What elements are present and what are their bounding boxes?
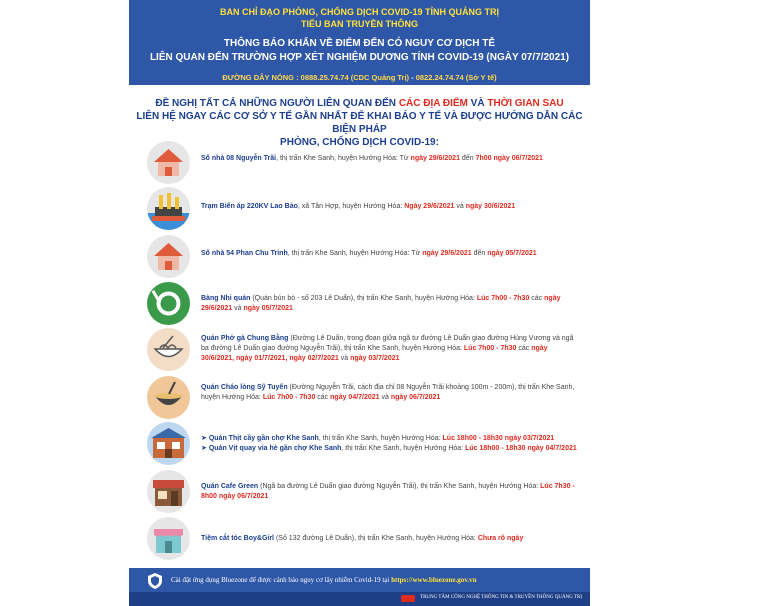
- footer-line: [171, 576, 476, 584]
- item-connector: các: [516, 345, 532, 352]
- bullet-icon: ➤: [201, 435, 207, 442]
- item-name: Quán Cafe Green: [201, 483, 259, 490]
- location-item: [147, 328, 577, 374]
- house-icon: [147, 141, 190, 184]
- item-time: Lúc 18h00 - 18h30 ngày 03/7/2021: [442, 435, 555, 442]
- market-icon: [147, 422, 190, 465]
- location-item: [147, 422, 577, 468]
- item-connector: và: [232, 305, 244, 312]
- porridge-bowl-icon: [147, 376, 190, 419]
- item-time: ngày 04/7/2021: [330, 394, 380, 401]
- item-address: (Quán bún bò - số 203 Lê Duẩn), thị trấn Khe Sanh, huyện Hướng Hóa:: [250, 295, 477, 302]
- item-name: Trạm Biến áp 220KV Lao Bảo: [201, 203, 298, 210]
- title-line-1: THÔNG BÁO KHẨN VỀ ĐIỂM ĐẾN CÓ NGUY CƠ DỊCH TỄ: [223, 38, 496, 49]
- item-time: ngày 06/7/2021: [390, 394, 441, 401]
- house-icon: [147, 235, 190, 278]
- footer-bottom-bar: [129, 592, 590, 606]
- item-time: 7h00 ngày 06/7/2021: [475, 155, 543, 162]
- bullet-icon: ➤: [201, 445, 207, 452]
- location-item: [147, 141, 577, 187]
- center-logo-icon: [401, 595, 415, 602]
- item-time: Lúc 18h00 - 18h30 ngày 04/7/2021: [465, 445, 577, 452]
- item-address: (Đường Nguyễn Trãi, cách địa chỉ 08 Nguyễn Trãi khoảng 100m - 200m), thị trấn Khe Sanh, huyện Hướng Hóa:: [201, 384, 575, 401]
- sub-item: [201, 444, 581, 454]
- item-address: , thị trấn Khe Sanh, huyện Hướng Hóa:: [318, 435, 443, 442]
- item-name: Tiệm cắt tóc Boy&Girl: [201, 535, 275, 542]
- intro-l1d: THỜI GIAN SAU: [487, 98, 564, 109]
- item-name: Bàng Nhi quán: [201, 295, 251, 302]
- org-line-1: BAN CHỈ ĐẠO PHÒNG, CHỐNG DỊCH COVID-19 TỈNH QUẢNG TRỊ: [219, 7, 499, 17]
- location-item: [147, 376, 577, 422]
- intro-line-3: PHÒNG, CHỐNG DỊCH COVID-19:: [280, 137, 439, 148]
- shop-icon: [147, 517, 190, 560]
- item-time: Lúc 7h00 - 7h30: [262, 394, 316, 401]
- item-connector: và: [379, 394, 391, 401]
- item-address: , thị trấn Khe Sanh, huyện Hướng Hóa: Từ: [276, 155, 411, 162]
- item-address: , xã Tân Hợp, huyện Hướng Hóa:: [297, 203, 405, 210]
- noodle-bowl-icon: [147, 328, 190, 371]
- item-time: ngày 29/6/2021: [410, 155, 460, 162]
- hotline-bar: [129, 70, 590, 85]
- item-name: Quán Thịt cầy gần chợ Khe Sanh: [208, 435, 319, 442]
- location-item: [147, 235, 577, 281]
- location-item: [147, 187, 577, 233]
- item-address: , thị trấn Khe Sanh, huyện Hướng Hóa: Từ: [287, 250, 423, 257]
- intro-line-1: [129, 97, 590, 110]
- org-line-2: TIỂU BAN TRUYỀN THÔNG: [301, 19, 418, 29]
- item-name: Quán Cháo lòng Sỹ Tuyến: [201, 384, 288, 391]
- header-banner: [129, 0, 590, 78]
- item-name: Số nhà 54 Phan Chu Trinh: [201, 250, 288, 257]
- notice-poster: [129, 0, 590, 606]
- sub-item: [201, 434, 581, 444]
- item-address: (Đường Lê Duẩn, trong đoạn giữa ngã tư đường Lê Duẩn giao đường Hùng Vương và ngã ba đường Lê Duẩn giao đường Nguyễn Trãi), thị trấn Khe Sanh, huyện Hướng Hóa:: [201, 335, 574, 352]
- hotline-syte: 0822.24.74.74 (Sở Y tế): [415, 73, 497, 82]
- item-address: (Số 132 đường Lê Duẩn), thị trấn Khe Sanh, huyện Hướng Hóa:: [274, 535, 478, 542]
- item-address: , thị trấn Khe Sanh, huyện Hướng Hóa:: [341, 445, 466, 452]
- food-icon: [147, 282, 190, 325]
- item-name: Số nhà 08 Nguyễn Trãi: [201, 155, 277, 162]
- intro-l1a: ĐỀ NGHỊ TẤT CẢ NHỮNG NGƯỜI LIÊN QUAN ĐẾN: [155, 98, 399, 109]
- hotline-cdc: 0888.25.74.74 (CDC Quảng Trị): [300, 73, 410, 82]
- item-connector: các: [529, 295, 545, 302]
- item-address: (Ngã ba đường Lê Duẩn giao đường Nguyễn Trãi), thị trấn Khe Sanh, huyện Hướng Hóa:: [258, 483, 541, 490]
- item-name: Quán Vịt quay vỉa hè gần chợ Khe Sanh: [208, 445, 342, 452]
- item-time: Lúc 7h00 - 7h30: [463, 345, 517, 352]
- item-time: ngày 05/7/2021: [487, 250, 537, 257]
- intro-l1b: CÁC ĐỊA ĐIỂM: [398, 98, 468, 109]
- title-line-2: LIÊN QUAN ĐẾN TRƯỜNG HỢP XÉT NGHIỆM DƯƠNG TÍNH COVID-19 (NGÀY 07/7/2021): [149, 52, 570, 63]
- footer-center-name: TRUNG TÂM CÔNG NGHỆ THÔNG TIN & TRUYỀN THÔNG QUẢNG TRỊ: [420, 595, 582, 600]
- item-name: Quán Phở gà Chung Bằng: [201, 335, 289, 342]
- intro-line-2: LIÊN HỆ NGAY CÁC CƠ SỞ Y TẾ GẦN NHẤT ĐỂ KHAI BÁO Y TẾ VÀ ĐƯỢC HƯỚNG DẪN CÁC BIỆN PHÁP: [136, 111, 583, 135]
- item-time: ngày 29/6/2021: [201, 295, 561, 312]
- item-time: ngày 30/6/2021: [465, 203, 516, 210]
- item-time: Ngày 29/6/2021: [404, 203, 455, 210]
- bluezone-link[interactable]: https://www.bluezone.gov.vn: [391, 576, 477, 584]
- item-connector: và: [338, 355, 351, 362]
- hotline-separator: -: [409, 73, 416, 82]
- item-time: ngày 29/6/2021: [422, 250, 472, 257]
- item-connector: đến: [471, 250, 488, 257]
- shield-icon: [148, 573, 162, 589]
- item-time: Lúc 7h00 - 7h30: [476, 295, 530, 302]
- location-item: [147, 517, 577, 563]
- item-time: ngày 03/7/2021: [350, 355, 400, 362]
- hotline-prefix: ĐƯỜNG DÂY NÓNG :: [222, 73, 301, 82]
- item-time: ngày 30/6/2021, ngày 01/7/2021, ngày 02/7/2021: [201, 345, 548, 362]
- location-item: [147, 282, 577, 328]
- intro-l1c: VÀ: [467, 98, 488, 109]
- item-time: Lúc 7h30 - 8h00 ngày 06/7/2021: [201, 483, 575, 500]
- location-item: [147, 470, 577, 516]
- item-connector: đến: [459, 155, 476, 162]
- item-connector: và: [454, 203, 466, 210]
- cafe-icon: [147, 470, 190, 513]
- item-time: Chưa rõ ngày: [477, 535, 524, 542]
- power-station-icon: [147, 187, 190, 230]
- footer-banner: [129, 568, 590, 606]
- footer-text: Cài đặt ứng dụng Bluezone để được cảnh báo nguy cơ lây nhiễm Covid-19 tại: [171, 576, 392, 584]
- item-connector: các: [315, 394, 331, 401]
- item-time: ngày 05/7/2021: [243, 305, 293, 312]
